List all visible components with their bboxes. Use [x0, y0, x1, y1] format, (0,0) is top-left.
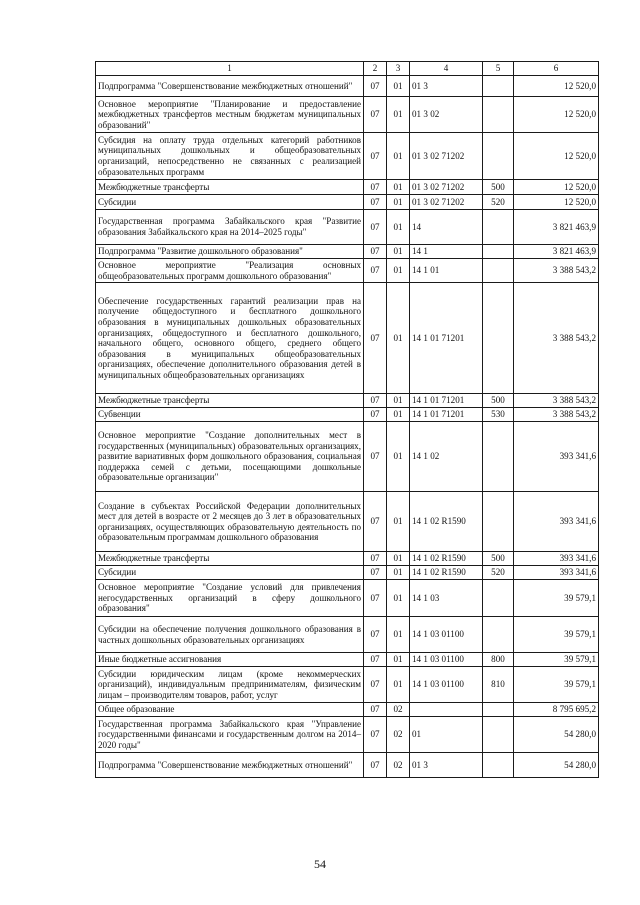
row-amount: 8 795 695,2	[514, 703, 599, 717]
row-expense-type: 520	[483, 195, 514, 210]
row-subsection: 01	[387, 552, 410, 566]
table-row	[96, 97, 599, 133]
row-subsection: 01	[387, 180, 410, 195]
row-subsection: 02	[387, 717, 410, 753]
table-row	[96, 492, 599, 552]
row-expense-type	[483, 753, 514, 778]
row-target-code: 01	[410, 717, 483, 753]
row-name: Создание в субъектах Российской Федерации дополнительных мест для детей в возрасте от 2 месяцев до 3 лет в образовательных организациях, осуществляющих образовательную деятельность по образовательным программам дошкольного образования	[96, 492, 364, 552]
table-row	[96, 133, 599, 180]
row-target-code: 14 1 02 R1590	[410, 492, 483, 552]
row-subsection: 01	[387, 76, 410, 97]
row-name: Основное мероприятие "Создание условий для привлечения негосударственных организаций в сферу дошкольного образования"	[96, 580, 364, 617]
row-target-code: 01 3 02	[410, 97, 483, 133]
row-name: Общее образование	[96, 703, 364, 717]
row-section: 07	[364, 76, 387, 97]
row-expense-type	[483, 210, 514, 245]
row-section: 07	[364, 283, 387, 394]
row-target-code: 14 1 01 71201	[410, 394, 483, 408]
row-section: 07	[364, 492, 387, 552]
row-expense-type: 500	[483, 394, 514, 408]
row-target-code: 14 1 02	[410, 422, 483, 492]
row-section: 07	[364, 394, 387, 408]
row-name: Субсидия на оплату труда отдельных категорий работников муниципальных дошкольных и общеобразовательных организаций, непосредственно не связанных с реализацией образовательных программ	[96, 133, 364, 180]
header-col-1: 1	[96, 62, 364, 76]
header-row	[96, 62, 599, 76]
row-amount: 39 579,1	[514, 617, 599, 653]
row-target-code: 14 1 03 01100	[410, 667, 483, 703]
row-amount: 39 579,1	[514, 580, 599, 617]
row-subsection: 01	[387, 210, 410, 245]
row-target-code: 14 1 01 71201	[410, 283, 483, 394]
row-name: Субсидии	[96, 195, 364, 210]
row-amount: 54 280,0	[514, 753, 599, 778]
row-subsection: 01	[387, 259, 410, 283]
row-expense-type: 500	[483, 552, 514, 566]
table-row	[96, 76, 599, 97]
row-target-code: 01 3 02 71202	[410, 180, 483, 195]
row-section: 07	[364, 667, 387, 703]
table-row	[96, 394, 599, 408]
row-subsection: 01	[387, 283, 410, 394]
page-number: 54	[314, 857, 326, 871]
row-section: 07	[364, 245, 387, 259]
row-section: 07	[364, 566, 387, 580]
row-subsection: 02	[387, 753, 410, 778]
row-name: Государственная программа Забайкальского края "Управление государственными финансами и государственным долгом на 2014–2020 годы"	[96, 717, 364, 753]
row-subsection: 02	[387, 703, 410, 717]
row-name: Субвенции	[96, 408, 364, 422]
row-amount: 393 341,6	[514, 492, 599, 552]
table-row	[96, 617, 599, 653]
row-expense-type	[483, 259, 514, 283]
row-expense-type: 500	[483, 180, 514, 195]
row-subsection: 01	[387, 245, 410, 259]
table-row	[96, 753, 599, 778]
row-expense-type: 530	[483, 408, 514, 422]
row-amount: 3 388 543,2	[514, 259, 599, 283]
row-section: 07	[364, 753, 387, 778]
row-subsection: 01	[387, 408, 410, 422]
header-col-4: 4	[410, 62, 483, 76]
table-row	[96, 259, 599, 283]
row-section: 07	[364, 717, 387, 753]
row-expense-type	[483, 76, 514, 97]
header-col-5: 5	[483, 62, 514, 76]
row-target-code: 14 1 01	[410, 259, 483, 283]
table-row	[96, 422, 599, 492]
row-section: 07	[364, 133, 387, 180]
row-expense-type	[483, 245, 514, 259]
table-row	[96, 703, 599, 717]
row-name: Подпрограмма "Совершенствование межбюджетных отношений"	[96, 753, 364, 778]
row-subsection: 01	[387, 195, 410, 210]
row-expense-type: 800	[483, 653, 514, 667]
row-amount: 12 520,0	[514, 97, 599, 133]
table-row	[96, 408, 599, 422]
row-section: 07	[364, 259, 387, 283]
row-amount: 12 520,0	[514, 180, 599, 195]
row-target-code: 14	[410, 210, 483, 245]
row-subsection: 01	[387, 617, 410, 653]
row-expense-type	[483, 97, 514, 133]
table-row	[96, 717, 599, 753]
table-row	[96, 283, 599, 394]
row-expense-type	[483, 717, 514, 753]
row-name: Субсидии	[96, 566, 364, 580]
row-amount: 39 579,1	[514, 667, 599, 703]
table-row	[96, 653, 599, 667]
row-amount: 3 388 543,2	[514, 408, 599, 422]
row-subsection: 01	[387, 653, 410, 667]
table-row	[96, 245, 599, 259]
header-col-3: 3	[387, 62, 410, 76]
row-amount: 12 520,0	[514, 133, 599, 180]
row-section: 07	[364, 97, 387, 133]
row-name: Основное мероприятие "Реализация основных общеобразовательных программ дошкольного образования"	[96, 259, 364, 283]
table-row	[96, 566, 599, 580]
row-name: Иные бюджетные ассигнования	[96, 653, 364, 667]
row-name: Подпрограмма "Развитие дошкольного образования"	[96, 245, 364, 259]
row-section: 07	[364, 422, 387, 492]
row-target-code: 14 1	[410, 245, 483, 259]
table-row	[96, 180, 599, 195]
row-expense-type: 520	[483, 566, 514, 580]
row-amount: 12 520,0	[514, 195, 599, 210]
row-target-code: 14 1 03 01100	[410, 617, 483, 653]
row-subsection: 01	[387, 97, 410, 133]
row-section: 07	[364, 580, 387, 617]
row-target-code: 14 1 02 R1590	[410, 566, 483, 580]
row-subsection: 01	[387, 667, 410, 703]
row-name: Подпрограмма "Совершенствование межбюджетных отношений"	[96, 76, 364, 97]
row-target-code: 14 1 03 01100	[410, 653, 483, 667]
row-amount: 393 341,6	[514, 552, 599, 566]
table-row	[96, 210, 599, 245]
row-subsection: 01	[387, 133, 410, 180]
row-target-code: 01 3	[410, 753, 483, 778]
row-section: 07	[364, 617, 387, 653]
header-col-6: 6	[514, 62, 599, 76]
row-target-code: 14 1 02 R1590	[410, 552, 483, 566]
row-section: 07	[364, 653, 387, 667]
row-section: 07	[364, 195, 387, 210]
row-expense-type	[483, 492, 514, 552]
row-section: 07	[364, 552, 387, 566]
row-name: Основное мероприятие "Планирование и предоставление межбюджетных трансфертов местным бюджетам муниципальных образований"	[96, 97, 364, 133]
row-subsection: 01	[387, 566, 410, 580]
row-target-code: 14 1 03	[410, 580, 483, 617]
row-expense-type	[483, 617, 514, 653]
row-name: Субсидии на обеспечение получения дошкольного образования в частных дошкольных образовательных организациях	[96, 617, 364, 653]
row-target-code: 01 3 02 71202	[410, 133, 483, 180]
row-amount: 12 520,0	[514, 76, 599, 97]
row-section: 07	[364, 408, 387, 422]
row-expense-type	[483, 703, 514, 717]
row-name: Межбюджетные трансферты	[96, 394, 364, 408]
row-amount: 54 280,0	[514, 717, 599, 753]
row-subsection: 01	[387, 492, 410, 552]
row-expense-type: 810	[483, 667, 514, 703]
row-name: Субсидии юридическим лицам (кроме некоммерческих организаций), индивидуальным предпринимателям, физическим лицам – производителям товаров, работ, услуг	[96, 667, 364, 703]
table-body	[96, 76, 599, 778]
row-subsection: 01	[387, 580, 410, 617]
header-col-2: 2	[364, 62, 387, 76]
row-amount: 3 388 543,2	[514, 394, 599, 408]
row-expense-type	[483, 283, 514, 394]
row-amount: 393 341,6	[514, 422, 599, 492]
row-expense-type	[483, 422, 514, 492]
row-name: Государственная программа Забайкальского края "Развитие образования Забайкальского края на 2014–2025 годы"	[96, 210, 364, 245]
table-row	[96, 195, 599, 210]
row-name: Обеспечение государственных гарантий реализации прав на получение общедоступного и бесплатного дошкольного образования в муниципальных дошкольных образовательных организациях, общедоступного и бесплатного дошкольного, начального общего, основного общего, среднего общего образования в муниципальных общеобразовательных организациях, обеспечение дополнительного образования детей в муниципальных общеобразовательных организациях	[96, 283, 364, 394]
row-amount: 39 579,1	[514, 653, 599, 667]
row-subsection: 01	[387, 422, 410, 492]
row-target-code: 01 3	[410, 76, 483, 97]
table-row	[96, 667, 599, 703]
row-amount: 3 388 543,2	[514, 283, 599, 394]
budget-table	[95, 61, 599, 778]
row-name: Межбюджетные трансферты	[96, 552, 364, 566]
row-section: 07	[364, 210, 387, 245]
row-name: Межбюджетные трансферты	[96, 180, 364, 195]
row-section: 07	[364, 703, 387, 717]
table-row	[96, 580, 599, 617]
row-expense-type	[483, 580, 514, 617]
row-target-code	[410, 703, 483, 717]
row-amount: 393 341,6	[514, 566, 599, 580]
row-target-code: 01 3 02 71202	[410, 195, 483, 210]
table-row	[96, 552, 599, 566]
row-amount: 3 821 463,9	[514, 210, 599, 245]
row-subsection: 01	[387, 394, 410, 408]
row-expense-type	[483, 133, 514, 180]
row-amount: 3 821 463,9	[514, 245, 599, 259]
row-section: 07	[364, 180, 387, 195]
row-target-code: 14 1 01 71201	[410, 408, 483, 422]
row-name: Основное мероприятие "Создание дополнительных мест в государственных (муниципальных) образовательных организациях, развитие вариативных форм дошкольного образования, социальная поддержка семей с детьми, посещающими дошкольные образовательные организации"	[96, 422, 364, 492]
